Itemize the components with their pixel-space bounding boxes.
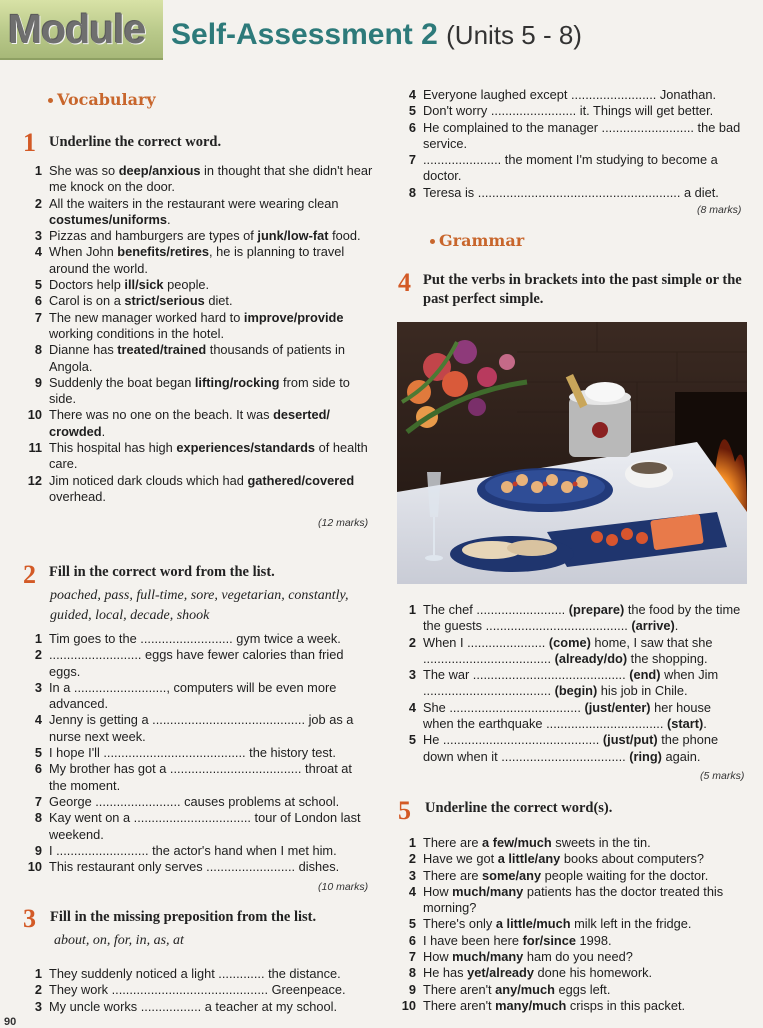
ex2-item-6	[24, 761, 373, 794]
item-text: There aren't any/much eggs left.	[423, 981, 611, 997]
ex3-item-list-right	[398, 87, 745, 201]
item-text: The chef ......................... (prepare) the food by the time the guests ........................................ (arrive).	[423, 602, 741, 634]
item-text: The new manager worked hard to improve/provide working conditions in the hotel.	[49, 309, 344, 341]
ex3-word-list: about, on, for, in, as, at	[54, 933, 184, 948]
item-text: Doctors help ill/sick people.	[49, 277, 210, 293]
section-grammar	[430, 231, 524, 250]
item-number: 8	[408, 965, 416, 981]
item-text: Everyone laughed except ........................ Jonathan.	[423, 87, 717, 102]
ex2-word-list: poached, pass, full-time, sore, vegetarian, constantly, guided, local, decade, shook	[50, 588, 349, 623]
ex1-item-8	[24, 342, 373, 375]
item-number: 2	[408, 851, 416, 867]
ex2-item-1	[24, 631, 373, 647]
item-text: When John benefits/retires, he is planning to travel around the world.	[49, 244, 345, 276]
item-number: 1	[34, 163, 42, 178]
item-text: Suddenly the boat began lifting/rocking from side to side.	[49, 374, 350, 407]
item-text: They suddenly noticed a light ............. the distance.	[49, 966, 341, 981]
item-text: He ............................................ (just/put) the phone down when it ................................... (ring) again.	[423, 732, 719, 764]
item-text: My uncle works ................. a teacher at my school.	[49, 998, 338, 1014]
module-banner	[0, 0, 163, 60]
bowl-icon	[625, 460, 673, 488]
item-text: There are a few/much sweets in the tin.	[423, 835, 651, 850]
item-text: She was so deep/anxious in thought that she didn't hear me knock on the door.	[49, 163, 373, 195]
ex4-item-list	[398, 602, 745, 765]
item-text: Carol is on a strict/serious diet.	[49, 293, 233, 309]
item-text: Kay went on a ................................. tour of London last weekend.	[49, 810, 361, 842]
item-number: 5	[34, 277, 42, 293]
item-number: 7	[408, 152, 416, 168]
item-number: 3	[408, 867, 416, 883]
item-text: In a .........................., computers will be even more advanced.	[49, 679, 337, 712]
page-header	[0, 0, 763, 62]
item-text: There was no one on the beach. It was deserted/ crowded.	[49, 407, 330, 439]
item-text: Tim goes to the .......................... gym twice a week.	[49, 631, 341, 646]
item-text: .......................... eggs have fewer calories than fried eggs.	[49, 647, 344, 679]
item-number: 4	[408, 883, 416, 899]
item-text: Pizzas and hamburgers are types of junk/low-fat food.	[49, 228, 361, 244]
ex2-item-2	[24, 647, 373, 680]
item-number: 5	[34, 745, 42, 761]
page-title	[171, 18, 582, 52]
ex2-item-7	[24, 794, 373, 810]
buffet-photo	[397, 322, 747, 584]
item-text: There's only a little/much milk left in the fridge.	[423, 916, 692, 932]
ex5-item-list	[398, 835, 745, 1014]
item-text: Jim noticed dark clouds which had gathered/covered overhead.	[49, 472, 355, 504]
item-number: 7	[34, 309, 42, 325]
ex2-item-10	[24, 859, 373, 875]
ex3-item-8	[398, 185, 745, 201]
item-number: 8	[408, 184, 416, 200]
item-text: All the waiters in the restaurant were wearing clean costumes/uniforms.	[49, 195, 339, 227]
ex1-item-list	[24, 163, 373, 505]
ex5-item-4	[398, 884, 745, 917]
item-text: I .......................... the actor's hand when I met him.	[49, 842, 337, 858]
ex5-item-6	[398, 933, 745, 949]
section-grammar-label: Grammar	[439, 231, 525, 250]
ex5-item-9	[398, 982, 745, 998]
ex4-item-1	[398, 602, 745, 635]
ex5-item-7	[398, 949, 745, 965]
ex4-item-2	[398, 635, 745, 668]
item-number: 6	[34, 761, 42, 777]
item-number: 9	[34, 374, 42, 390]
item-number: 10	[401, 997, 416, 1013]
item-text: Teresa is ......................................................... a diet.	[423, 184, 719, 200]
ex1-item-7	[24, 310, 373, 343]
ex5-item-8	[398, 965, 745, 981]
ex2-item-8	[24, 810, 373, 843]
item-number: 8	[34, 342, 42, 358]
ex3-heading: Fill in the missing preposition from the list.	[50, 909, 317, 925]
item-number: 4	[408, 699, 416, 715]
title-text: Self-Assessment 2	[171, 18, 438, 51]
ex3-item-1	[24, 966, 373, 982]
section-vocabulary-label: Vocabulary	[57, 90, 156, 109]
item-number: 6	[34, 293, 42, 309]
ex5-item-3	[398, 868, 745, 884]
ex2-heading: Fill in the correct word from the list.	[49, 564, 275, 580]
ex4-marks: (5 marks)	[700, 770, 745, 782]
ex1-marks: (12 marks)	[318, 517, 369, 529]
ex1-item-5	[24, 277, 373, 293]
item-text: The war ........................................... (end) when Jim .................................... (begin) his job in Chile.	[423, 667, 719, 699]
ex3-item-5	[398, 103, 745, 119]
buffet-illustration	[397, 322, 747, 584]
item-number: 9	[34, 842, 42, 858]
ex1-item-6	[24, 293, 373, 309]
ex1-item-12	[24, 473, 373, 506]
ex1-item-2	[24, 196, 373, 229]
item-text: George ........................ causes problems at school.	[49, 793, 340, 809]
bread-platter-icon	[450, 536, 574, 572]
item-text: This hospital has high experiences/standards of health care.	[49, 440, 368, 472]
item-number: 7	[34, 793, 42, 809]
title-units: (Units 5 - 8)	[446, 20, 582, 50]
item-number: 2	[408, 634, 416, 650]
item-text: He has yet/already done his homework.	[423, 965, 653, 981]
ex3-item-6	[398, 120, 745, 153]
ex1-heading: Underline the correct word.	[49, 134, 222, 150]
item-number: 1	[408, 835, 416, 850]
ex2-marks: (10 marks)	[318, 881, 369, 893]
item-number: 6	[408, 119, 416, 135]
item-number: 4	[408, 87, 416, 102]
item-text: Jenny is getting a ........................................... job as a nurse next week.	[49, 712, 354, 744]
ex4-item-3	[398, 667, 745, 700]
item-number: 3	[34, 998, 42, 1014]
item-text: There aren't many/much crisps in this packet.	[423, 997, 686, 1013]
item-text: ...................... the moment I'm studying to become a doctor.	[423, 152, 718, 184]
ex5-item-1	[398, 835, 745, 851]
item-text: How much/many patients has the doctor treated this morning?	[423, 883, 724, 916]
ex2-item-5	[24, 745, 373, 761]
item-text: Have we got a little/any books about computers?	[423, 851, 704, 867]
ex2-item-3	[24, 680, 373, 713]
item-number: 10	[27, 407, 42, 423]
item-number: 1	[408, 602, 416, 617]
canape-tray-icon	[477, 468, 613, 512]
ex5-item-10	[398, 998, 745, 1014]
item-text: There are some/any people waiting for the doctor.	[423, 867, 709, 883]
item-text: He complained to the manager .......................... the bad service.	[423, 119, 741, 151]
ex4-item-5	[398, 732, 745, 765]
item-text: Dianne has treated/trained thousands of patients in Angola.	[49, 342, 345, 374]
page-number: 90	[4, 1016, 17, 1028]
bullet-icon	[430, 239, 435, 244]
item-number: 1	[34, 966, 42, 981]
ex3-marks: (8 marks)	[697, 204, 742, 216]
ex4-number: 4	[398, 268, 411, 297]
ex4-heading: Put the verbs in brackets into the past simple or the past perfect simple.	[423, 272, 742, 307]
ex3-number: 3	[23, 904, 36, 933]
section-vocabulary	[48, 90, 156, 109]
item-number: 4	[34, 712, 42, 728]
item-text: I hope I'll ........................................ the history test.	[49, 745, 336, 761]
item-number: 12	[27, 472, 42, 488]
ex3-item-2	[24, 982, 373, 998]
ex5-item-2	[398, 851, 745, 867]
item-number: 11	[28, 440, 42, 456]
item-number: 5	[408, 732, 416, 748]
ex2-item-list	[24, 631, 373, 875]
item-text: When I ...................... (come) home, I saw that she .................................... (already/do) the shopping.	[423, 634, 713, 666]
item-number: 10	[27, 859, 42, 875]
ex3-item-7	[398, 152, 745, 185]
item-number: 3	[34, 228, 42, 244]
ex1-item-11	[24, 440, 373, 473]
item-number: 5	[408, 103, 416, 119]
ex3-item-4	[398, 87, 745, 103]
ex1-number: 1	[23, 128, 36, 157]
ex3-item-list-left	[24, 966, 373, 1015]
item-number: 2	[34, 982, 42, 998]
item-number: 3	[34, 679, 42, 695]
item-number: 3	[408, 667, 416, 683]
item-number: 6	[408, 932, 416, 948]
item-text: My brother has got a ..................................... throat at the moment.	[49, 761, 352, 793]
ex1-item-1	[24, 163, 373, 196]
item-number: 5	[408, 916, 416, 932]
item-number: 7	[408, 949, 416, 965]
ex5-heading: Underline the correct word(s).	[425, 800, 613, 816]
module-label: Module	[8, 6, 146, 52]
champagne-bucket-icon	[566, 374, 631, 457]
item-text: She ..................................... (just/enter) her house when the earthquake ................................. (start).	[423, 699, 712, 732]
ex5-number: 5	[398, 796, 411, 825]
bullet-icon	[48, 98, 53, 103]
item-text: This restaurant only serves ......................... dishes.	[49, 859, 340, 875]
ex4-item-4	[398, 700, 745, 733]
item-number: 8	[34, 810, 42, 826]
ex2-item-9	[24, 843, 373, 859]
item-number: 2	[34, 195, 42, 211]
ex2-item-4	[24, 712, 373, 745]
item-number: 9	[408, 981, 416, 997]
ex1-item-10	[24, 407, 373, 440]
item-number: 1	[34, 631, 42, 646]
item-text: They work ............................................ Greenpeace.	[49, 982, 346, 998]
item-text: Don't worry ........................ it. Things will get better.	[423, 103, 714, 119]
item-number: 2	[34, 647, 42, 663]
ex3-item-3	[24, 999, 373, 1015]
ex1-item-4	[24, 244, 373, 277]
ex2-number: 2	[23, 560, 36, 589]
ex1-item-3	[24, 228, 373, 244]
ex5-item-5	[398, 916, 745, 932]
item-text: I have been here for/since 1998.	[423, 932, 612, 948]
ex1-item-9	[24, 375, 373, 408]
item-text: How much/many ham do you need?	[423, 949, 633, 965]
item-number: 4	[34, 244, 42, 260]
